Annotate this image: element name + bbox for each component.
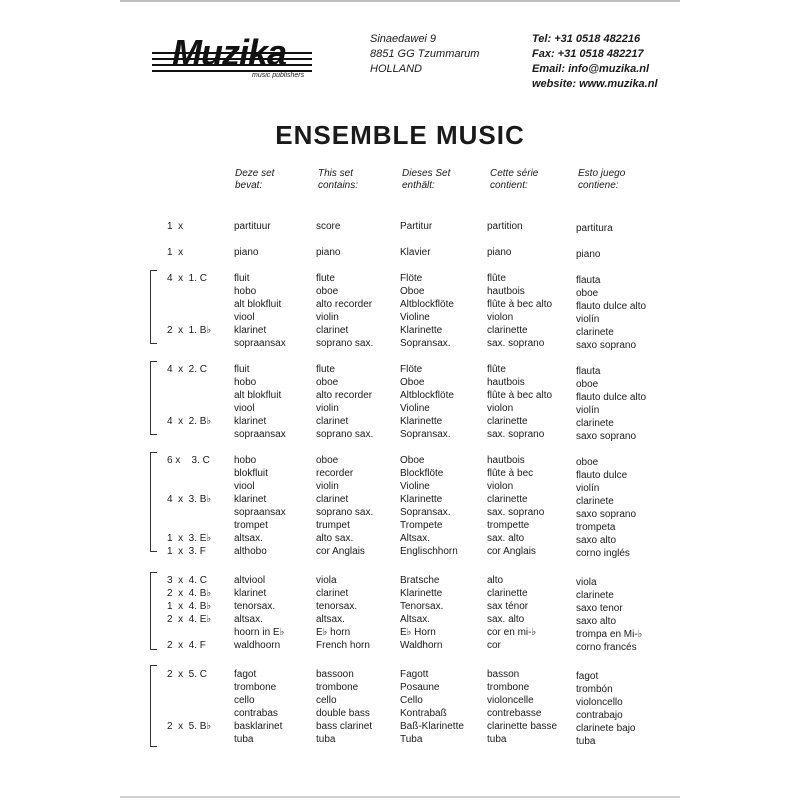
instrument-spanish: violín: [576, 405, 600, 416]
instrument-german: Trompete: [400, 520, 443, 531]
instrument-dutch: partituur: [234, 221, 271, 232]
instrument-french: sax ténor: [487, 601, 529, 612]
instrument-french: flûte: [487, 364, 506, 375]
instrument-english: altsax.: [316, 614, 345, 625]
instrument-french: tuba: [487, 734, 507, 745]
instrument-french: sax. alto: [487, 533, 525, 544]
instrument-spanish: oboe: [576, 457, 599, 468]
part-quantity: 1 x: [167, 221, 184, 232]
instrument-dutch: klarinet: [234, 494, 267, 505]
instrument-dutch: altsax.: [234, 533, 263, 544]
instrument-dutch: hobo: [234, 286, 257, 297]
instrument-spanish: saxo soprano: [576, 340, 637, 351]
instrument-dutch: trompet: [234, 520, 268, 531]
instrument-german: Baß-Klarinette: [400, 721, 464, 732]
instrument-spanish: flauto dulce alto: [576, 392, 647, 403]
instrument-english: bass clarinet: [316, 721, 373, 732]
instrument-german: Oboe: [400, 377, 425, 388]
instrument-french: piano: [487, 247, 512, 258]
instrument-spanish: saxo alto: [576, 535, 617, 546]
instrument-spanish: corno inglés: [576, 548, 630, 559]
instrument-german: Klarinette: [400, 325, 443, 336]
instrument-english: piano: [316, 247, 341, 258]
instrument-english: flute: [316, 364, 335, 375]
part-quantity: 2 x 5. C: [167, 669, 208, 680]
instrument-german: Waldhorn: [400, 640, 443, 651]
instrument-dutch: alt blokfluit: [234, 299, 282, 310]
instrument-french: violon: [487, 481, 514, 492]
instrument-french: hautbois: [487, 377, 525, 388]
instrument-german: Englischhorn: [400, 546, 458, 557]
column-header-english: This set contains:: [318, 168, 359, 191]
part-quantity: 2 x 4. B♭: [167, 588, 212, 599]
instrument-dutch: hobo: [234, 455, 257, 466]
instrument-dutch: sopraansax: [234, 507, 286, 518]
instrument-german: Flöte: [400, 364, 423, 375]
instrument-french: partition: [487, 221, 523, 232]
instrument-english: soprano sax.: [316, 429, 374, 440]
instrument-french: violoncelle: [487, 695, 534, 706]
instrument-french: sax. soprano: [487, 338, 545, 349]
instrument-french: clarinette: [487, 325, 528, 336]
instrument-german: Violine: [400, 481, 430, 492]
instrument-english: clarinet: [316, 588, 349, 599]
instrument-english: soprano sax.: [316, 338, 374, 349]
instrument-german: Flöte: [400, 273, 423, 284]
instrument-spanish: saxo tenor: [576, 603, 623, 614]
instrument-spanish: oboe: [576, 379, 599, 390]
instrument-spanish: flauto dulce alto: [576, 301, 647, 312]
instrument-french: violon: [487, 403, 514, 414]
instrument-french: cor Anglais: [487, 546, 536, 557]
group-bracket: [150, 361, 157, 435]
instrument-dutch: blokfluit: [234, 468, 268, 479]
instrument-french: contrebasse: [487, 708, 542, 719]
logo-wordmark: Muzika: [172, 32, 287, 73]
instrument-dutch: basklarinet: [234, 721, 283, 732]
instrument-english: clarinet: [316, 416, 349, 427]
instrument-spanish: trombón: [576, 684, 613, 695]
instrument-spanish: flauta: [576, 366, 601, 377]
instrument-french: trombone: [487, 682, 530, 693]
instrument-german: Posaune: [400, 682, 440, 693]
column-header-dutch: Deze set bevat:: [235, 168, 275, 191]
instrument-spanish: violín: [576, 314, 600, 325]
instrument-dutch: fluit: [234, 273, 250, 284]
instrument-german: Klarinette: [400, 588, 443, 599]
instrument-dutch: hobo: [234, 377, 257, 388]
instrument-english: violin: [316, 481, 339, 492]
instrument-french: flûte à bec alto: [487, 390, 553, 401]
instrument-spanish: violín: [576, 483, 600, 494]
instrument-spanish: corno francés: [576, 642, 637, 653]
instrument-dutch: cello: [234, 695, 255, 706]
logo-tagline: music publishers: [252, 72, 305, 79]
instrument-english: clarinet: [316, 325, 349, 336]
instrument-english: soprano sax.: [316, 507, 374, 518]
instrument-english: alto sax.: [316, 533, 354, 544]
fax: Fax: +31 0518 482217: [532, 48, 644, 60]
group-bracket: [150, 665, 157, 747]
instrument-german: Klarinette: [400, 416, 443, 427]
top-rule: [120, 0, 680, 2]
instrument-dutch: althobo: [234, 546, 267, 557]
instrument-english: alto recorder: [316, 299, 373, 310]
instrument-english: double bass: [316, 708, 370, 719]
instrument-german: Sopransax.: [400, 507, 451, 518]
instrument-german: Altblockflöte: [400, 390, 454, 401]
instrument-spanish: clarinete: [576, 418, 614, 429]
instrument-french: flûte à bec: [487, 468, 534, 479]
publisher-address: [370, 32, 479, 77]
part-quantity: 4 x 2. C: [167, 364, 208, 375]
part-quantity: 2 x 4. F: [167, 640, 206, 651]
instrument-english: flute: [316, 273, 335, 284]
instrument-french: sax. alto: [487, 614, 525, 625]
part-quantity: 4 x 2. B♭: [167, 416, 212, 427]
instrument-english: trumpet: [316, 520, 350, 531]
part-quantity: 4 x 3. B♭: [167, 494, 212, 505]
instrument-dutch: altviool: [234, 575, 266, 586]
instrument-german: E♭ Horn: [400, 627, 436, 638]
instrument-german: Partitur: [400, 221, 433, 232]
part-quantity: 2 x 1. B♭: [167, 325, 212, 336]
instrument-french: sax. soprano: [487, 429, 545, 440]
instrument-french: violon: [487, 312, 514, 323]
instrument-english: oboe: [316, 286, 339, 297]
part-quantity: 4 x 1. C: [167, 273, 208, 284]
instrument-spanish: saxo alto: [576, 616, 617, 627]
instrument-german: Klarinette: [400, 494, 443, 505]
instrument-dutch: viool: [234, 481, 255, 492]
instrument-dutch: viool: [234, 312, 255, 323]
instrument-spanish: clarinete: [576, 590, 614, 601]
instrument-spanish: clarinete bajo: [576, 723, 636, 734]
instrument-english: oboe: [316, 455, 339, 466]
bottom-rule: [120, 796, 680, 798]
instrument-spanish: violoncello: [576, 697, 623, 708]
instrument-french: basson: [487, 669, 520, 680]
instrument-german: Altsax.: [400, 614, 431, 625]
instrument-dutch: viool: [234, 403, 255, 414]
publisher-contact: [532, 32, 658, 92]
instrument-french: sax. soprano: [487, 507, 545, 518]
instrument-dutch: hoorn in E♭: [234, 627, 285, 638]
instrument-english: oboe: [316, 377, 339, 388]
instrument-dutch: waldhoorn: [234, 640, 281, 651]
instrument-spanish: fagot: [576, 671, 599, 682]
instrument-german: Oboe: [400, 455, 425, 466]
instrument-german: Kontrabaß: [400, 708, 447, 719]
instrument-spanish: flauto dulce: [576, 470, 628, 481]
instrument-dutch: klarinet: [234, 588, 267, 599]
instrument-german: Altsax.: [400, 533, 431, 544]
instrument-english: cor Anglais: [316, 546, 365, 557]
address-line: Sinaedawei 9: [370, 33, 437, 45]
instrument-english: recorder: [316, 468, 354, 479]
instrument-french: flûte: [487, 273, 506, 284]
instrument-spanish: flauta: [576, 275, 601, 286]
instrument-french: clarinette basse: [487, 721, 558, 732]
column-header-german: Dieses Set enthält:: [402, 168, 451, 191]
instrument-french: hautbois: [487, 286, 525, 297]
instrument-spanish: partitura: [576, 223, 613, 234]
instrument-german: Sopransax.: [400, 338, 451, 349]
instrument-english: French horn: [316, 640, 370, 651]
instrument-french: cor: [487, 640, 501, 651]
instrument-dutch: piano: [234, 247, 259, 258]
instrument-spanish: saxo soprano: [576, 509, 637, 520]
instrument-french: clarinette: [487, 588, 528, 599]
instrument-german: Violine: [400, 312, 430, 323]
instrument-spanish: piano: [576, 249, 601, 260]
instrument-dutch: fluit: [234, 364, 250, 375]
instrument-dutch: sopraansax: [234, 429, 286, 440]
part-quantity: 2 x 5. B♭: [167, 721, 212, 732]
instrument-german: Violine: [400, 403, 430, 414]
instrument-german: Bratsche: [400, 575, 440, 586]
instrument-english: violin: [316, 312, 339, 323]
instrument-german: Klavier: [400, 247, 431, 258]
instrument-dutch: klarinet: [234, 416, 267, 427]
instrument-spanish: clarinete: [576, 327, 614, 338]
instrument-english: cello: [316, 695, 337, 706]
instrument-french: hautbois: [487, 455, 525, 466]
instrument-dutch: altsax.: [234, 614, 263, 625]
part-quantity: 2 x 4. E♭: [167, 614, 212, 625]
instrument-german: Cello: [400, 695, 423, 706]
instrument-english: alto recorder: [316, 390, 373, 401]
group-bracket: [150, 270, 157, 344]
instrument-spanish: oboe: [576, 288, 599, 299]
instrument-english: trombone: [316, 682, 359, 693]
email: Email: info@muzika.nl: [532, 63, 650, 75]
group-bracket: [150, 452, 157, 552]
instrument-dutch: alt blokfluit: [234, 390, 282, 401]
instrument-french: flûte à bec alto: [487, 299, 553, 310]
phone: Tel: +31 0518 482216: [532, 33, 641, 45]
instrument-german: Altblockflöte: [400, 299, 454, 310]
instrument-english: tenorsax.: [316, 601, 358, 612]
instrument-german: Tuba: [400, 734, 423, 745]
page-title: ENSEMBLE MUSIC: [275, 120, 525, 150]
instrument-dutch: klarinet: [234, 325, 267, 336]
column-header-spanish: Esto juego contiene:: [578, 168, 626, 191]
part-quantity: 1 x 4. B♭: [167, 601, 212, 612]
website: website: www.muzika.nl: [532, 78, 658, 90]
instrument-french: trompette: [487, 520, 530, 531]
instrument-english: clarinet: [316, 494, 349, 505]
instrument-english: tuba: [316, 734, 336, 745]
instrument-english: bassoon: [316, 669, 354, 680]
instrument-german: Oboe: [400, 286, 425, 297]
instrument-spanish: saxo soprano: [576, 431, 637, 442]
instrument-spanish: tuba: [576, 736, 596, 747]
instrument-french: clarinette: [487, 416, 528, 427]
instrument-english: violin: [316, 403, 339, 414]
instrument-spanish: clarinete: [576, 496, 614, 507]
instrument-dutch: tenorsax.: [234, 601, 276, 612]
instrument-french: clarinette: [487, 494, 528, 505]
instrument-spanish: viola: [576, 577, 597, 588]
part-quantity: 1 x: [167, 247, 184, 258]
group-bracket: [150, 572, 157, 650]
part-quantity: 1 x 3. E♭: [167, 533, 212, 544]
address-line: 8851 GG Tzummarum: [370, 48, 480, 60]
instrument-french: cor en mi-♭: [487, 627, 537, 638]
part-quantity: 1 x 3. F: [167, 546, 206, 557]
instrument-german: Fagott: [400, 669, 429, 680]
instrument-english: score: [316, 221, 341, 232]
instrument-spanish: contrabajo: [576, 710, 623, 721]
part-quantity: 6 x 3. C: [167, 455, 210, 466]
instrument-french: alto: [487, 575, 504, 586]
instrument-dutch: sopraansax: [234, 338, 286, 349]
instrument-german: Blockflöte: [400, 468, 444, 479]
instrument-german: Sopransax.: [400, 429, 451, 440]
column-header-french: Cette série contient:: [490, 168, 539, 191]
part-quantity: 3 x 4. C: [167, 575, 208, 586]
instrument-dutch: trombone: [234, 682, 277, 693]
instrument-dutch: fagot: [234, 669, 257, 680]
instrument-spanish: trompa en Mi-♭: [576, 629, 643, 640]
instrument-english: E♭ horn: [316, 627, 351, 638]
instrument-dutch: contrabas: [234, 708, 278, 719]
instrument-spanish: trompeta: [576, 522, 616, 533]
instrument-german: Tenorsax.: [400, 601, 444, 612]
address-line: HOLLAND: [370, 63, 422, 75]
instrument-dutch: tuba: [234, 734, 254, 745]
instrument-english: viola: [316, 575, 337, 586]
muzika-logo: [152, 34, 312, 84]
